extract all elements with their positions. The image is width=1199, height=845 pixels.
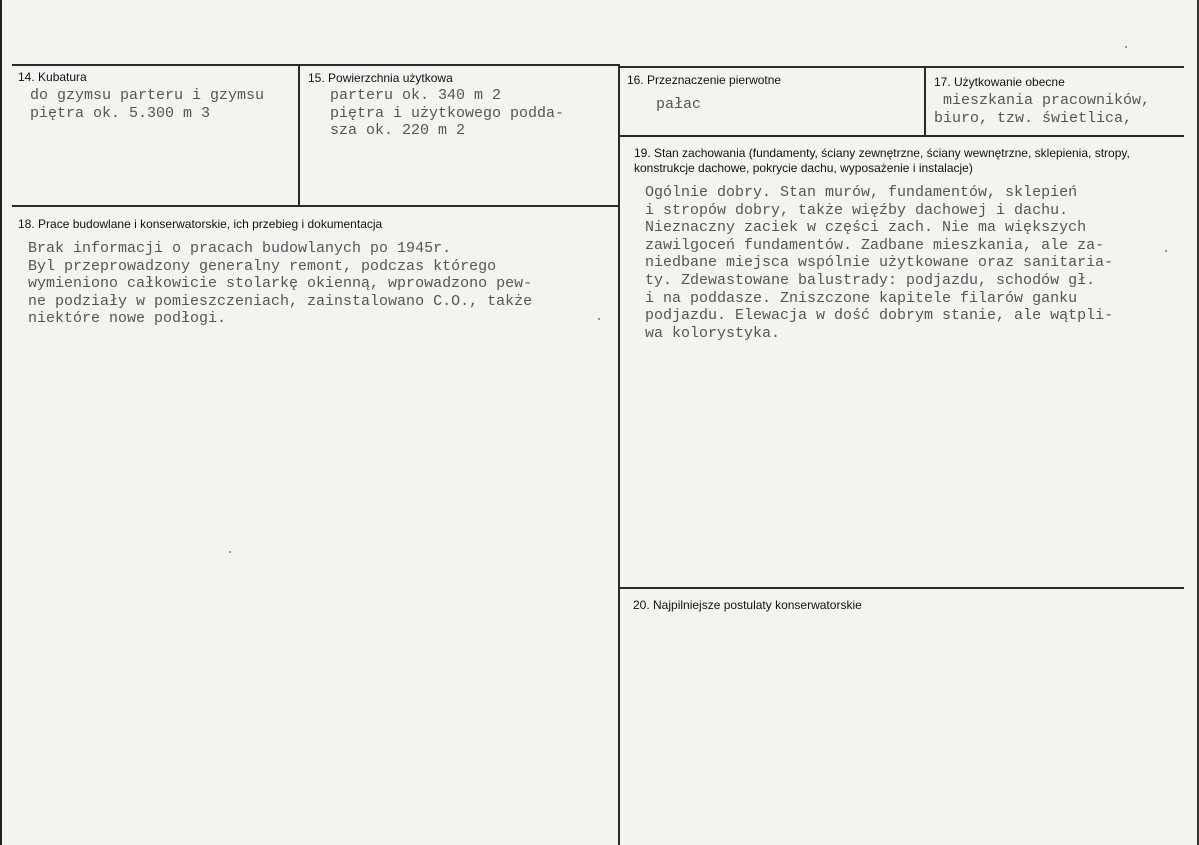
rule-above-18 [12, 205, 620, 207]
field-17-label: 17. Użytkowanie obecne [934, 75, 1065, 89]
divider-main [618, 64, 620, 845]
field-16-label: 16. Przeznaczenie pierwotne [627, 73, 782, 87]
speck-mark [1125, 46, 1127, 48]
rule-above-20 [620, 587, 1184, 589]
top-rule [12, 64, 620, 66]
field-14-label: 14. Kubatura [18, 70, 87, 84]
field-19-label: 19. Stan zachowania (fundamenty, ściany zewnętrzne, ściany wewnętrzne, sklepienia, stropy, konstrukcje dachowe, pokrycie dachu, wyposażenie i instalacje) [634, 146, 1130, 175]
field-14-value: do gzymsu parteru i gzymsu piętra ok. 5.300 m 3 [30, 87, 265, 122]
speck-mark [1165, 250, 1167, 252]
field-18-label: 18. Prace budowlane i konserwatorskie, ich przebieg i dokumentacja [18, 217, 383, 231]
field-16-value: pałac [656, 96, 702, 113]
divider-16-17 [924, 66, 926, 136]
rule-above-19 [620, 135, 1184, 137]
speck-mark [229, 551, 231, 553]
speck-mark [598, 318, 600, 320]
field-20-label: 20. Najpilniejsze postulaty konserwatorskie [633, 598, 862, 612]
card-left-edge [0, 0, 2, 845]
field-15-label: 15. Powierzchnia użytkowa [308, 71, 453, 85]
divider-14-15 [298, 64, 300, 206]
field-18-value: Brak informacji o pracach budowlanych po 1945r. Byl przeprowadzony generalny remont, podczas którego wymieniono całkowicie stolarkę okienną, wprowadzono pew- ne podziały w pomieszczeniach, zainstalowano C.O., także niektóre nowe podłogi. [28, 240, 533, 328]
field-17-value: mieszkania pracowników, biuro, tzw. świetlica, [934, 92, 1151, 127]
field-19-value: Ogólnie dobry. Stan murów, fundamentów, sklepień i stropów dobry, także więźby dachowej i dachu. Nieznaczny zaciek w części zach. Nie ma większych zawilgoceń fundamentów. Zadbane mieszkania, ale za- niedbane miejsca wspólnie użytkowane oraz sanitaria- ty. Zdewastowane balustrady: podjazdu, schodów gł. i na poddasze. Zniszczone kapitele filarów ganku podjazdu. Elewacja w dość dobrym stanie, ale wątpli- wa kolorystyka. [645, 184, 1114, 342]
top-rule-right [620, 66, 1184, 68]
field-15-value: parteru ok. 340 m 2 piętra i użytkowego podda- sza ok. 220 m 2 [330, 87, 565, 140]
